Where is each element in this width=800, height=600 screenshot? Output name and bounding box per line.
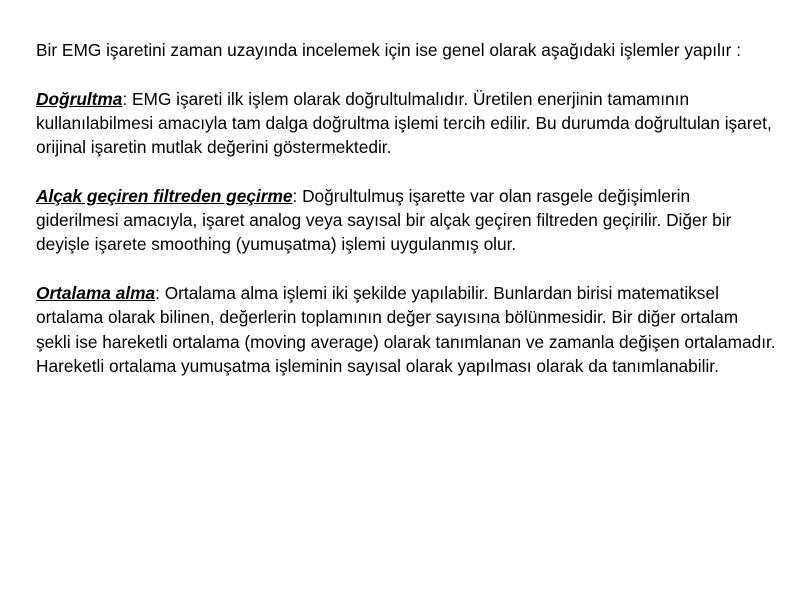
slide-body <box>36 38 776 402</box>
section-separator: : <box>292 185 298 206</box>
section-text: Doğrultulmuş işarette var olan rasgele değişimlerin giderilmesi amacıyla, işaret analog veya sayısal bir alçak geçiren filtreden geçirilir. Diğer bir deyişle işarete smoothing (yumuşatma) işlemi uygulanmış olur. <box>36 185 732 255</box>
section-term: Doğrultma <box>36 88 123 109</box>
section-term: Ortalama alma <box>36 282 156 303</box>
intro-paragraph: Bir EMG işaretini zaman uzayında incelemek için ise genel olarak aşağıdaki işlemler yapılır : <box>36 40 741 60</box>
section-rectification <box>36 87 776 160</box>
section-text: EMG işareti ilk işlem olarak doğrultulmalıdır. Üretilen enerjinin tamamının kullanılabilmesi amacıyla tam dalga doğrultma işlemi tercih edilir. Bu durumda doğrultulan işaret, orijinal işaretin mutlak değerini göstermektedir. <box>36 88 772 158</box>
section-averaging <box>36 281 776 378</box>
section-separator: : <box>155 282 160 303</box>
section-low-pass-filtering <box>36 184 776 257</box>
section-separator: : <box>122 88 128 109</box>
section-text: Ortalama alma işlemi iki şekilde yapılabilir. Bunlardan birisi matematiksel ortalama olarak bilinen, değerlerin toplamının değer sayısına bölünmesidir. Bir diğer ortalam şekli ise hareketli ortalama (moving average) olarak tanımlanan ve zamanla değişen ortalamadır. Hareketli ortalama yumuşatma işleminin sayısal olarak yapılması olarak da tanımlanabilir. <box>36 282 776 376</box>
section-term: Alçak geçiren filtreden geçirme <box>36 185 293 206</box>
